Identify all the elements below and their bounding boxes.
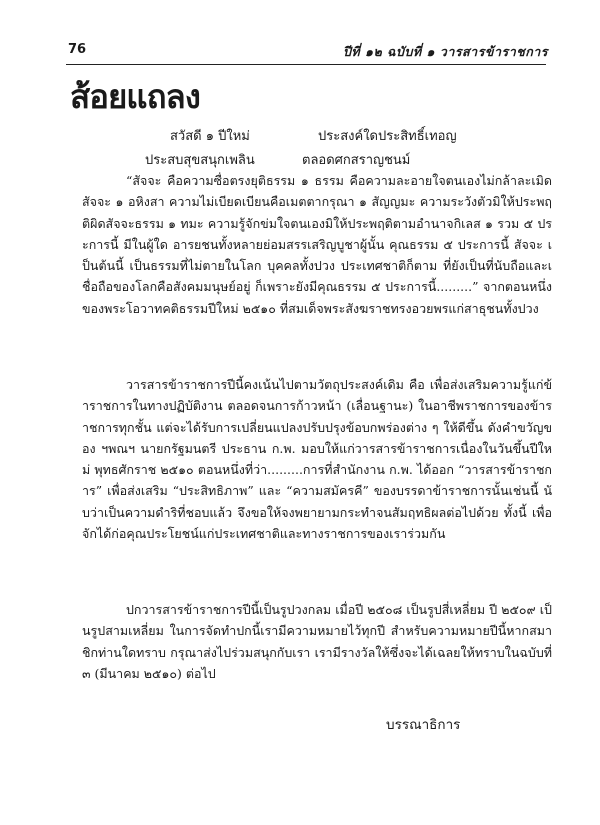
paragraph-text: “สัจจะ คือความซื่อตรงยุติธรรม ๑ ธรรม คือความละอายใจตนเองไม่กล้าละเมิดสัจจะ ๑ อหิงสา ความไม่เบียดเบียนคือเมตตากรุณา ๑ สัญญมะ ความระวังตัวมิให้ประพฤติผิดสัจจะธรรม ๑ ทมะ ความรู้จักข่มใจตนเองมิให้ประพฤติตามอำนาจกิเลส ๑ รวม ๕ ประการนี้ มีในผู้ใด อารยชนทั้งหลายย่อมสรรเสริญบูชาผู้นั้น คุณธรรม ๕ ประการนี้ สัจจะ เป็นต้นนี้ เป็นธรรมที่ไม่ตายในโลก บุคคลทั้งปวง ประเทศชาติก็ตาม ที่ยังเป็นที่นับถือและเชื่อถือของโลกคือสังคมมนุษย์อยู่ ก็เพราะยังมีคุณธรรม ๕ ประการนี้.........” จากตอนหนึ่งของพระโอวาทคติธรรมปีใหม่ ๒๕๑๐ ที่สมเด็จพระสังฆราชทรงอวยพรแก่สาธุชนทั้งปวง [82,173,552,316]
editor-signature: บรรณาธิการ [386,717,461,733]
body-paragraph-2 [82,374,552,544]
poem-line2-right: ตลอดศกสราญชนม์ [302,153,411,168]
running-title: ปีที่ ๑๒ ฉบับที่ ๑ วารสารข้าราชการ [342,44,548,59]
page-number: 76 [68,42,87,57]
page-title: ส้อยแถลง [70,77,200,116]
poem-line1-left: สวัสดี ๑ ปีใหม่ [170,129,250,144]
body-paragraph-1 [82,170,552,319]
paragraph-text: วารสารข้าราชการปีนี้คงเน้นไปตามวัตถุประสงค์เดิม คือ เพื่อส่งเสริมความรู้แก่ข้าราชการในทางปฏิบัติงาน ตลอดจนการก้าวหน้า (เลื่อนฐานะ) ในอาชีพราชการของข้าราชการทุกชั้น แต่จะได้รับการเปลี่ยนแปลงปรับปรุงข้อบกพร่องต่าง ๆ ให้ดีขึ้น ดังคำขวัญของ ฯพณฯ นายกรัฐมนตรี ประธาน ก.พ. มอบให้แก่วารสารข้าราชการเนื่องในวันขึ้นปีใหม่ พุทธศักราช ๒๕๑๐ ตอนหนึ่งที่ว่า.........การที่สำนักงาน ก.พ. ได้ออก “วารสารข้าราชการ” เพื่อส่งเสริม “ประสิทธิภาพ” และ “ความสมัครคี” ของบรรดาข้าราชการนั้นเช่นนี้ นับว่าเป็นความดำริที่ชอบแล้ว จึงขอให้จงพยายามกระทำจนสัมฤทธิผลต่อไปด้วย ทั้งนี้ เพื่อจักได้ก่อคุณประโยชน์แก่ประเทศชาติและทางราชการของเราร่วมกัน [82,377,552,542]
poem-line2-left: ประสบสุขสนุกเพลิน [145,153,255,168]
paragraph-text: ปกวารสารข้าราชการปีนี้เป็นรูปวงกลม เมื่อปี ๒๕๐๘ เป็นรูปสี่เหลี่ยม ปี ๒๕๐๙ เป็นรูปสามเหลี่ยม ในการจัดทำปกนี้เรามีความหมายไว้ทุกปี สำหรับความหมายปีนี้หากสมาชิกท่านใดทราบ กรุณาส่งไปร่วมสนุกกับเรา เรามีรางวัลให้ซึ่งจะได้เฉลยให้ทราบในฉบับที่ ๓ (มีนาคม ๒๕๑๐) ต่อไป [82,602,552,681]
header-rule [66,64,546,65]
body-paragraph-3 [82,599,552,684]
poem-line1-right: ประสงค์ใดประสิทธิ์เทอญ [318,129,457,144]
